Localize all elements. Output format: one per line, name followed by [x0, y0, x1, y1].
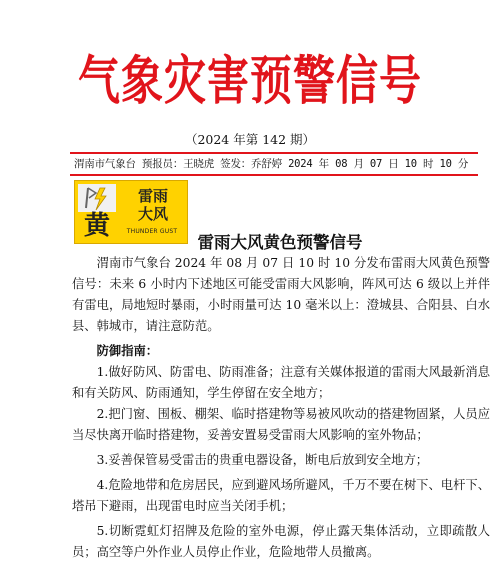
warning-level-char: 黄 — [83, 211, 110, 241]
intro-paragraph: 渭南市气象台 2024 年 08 月 07 日 10 时 10 分发布雷雨大风黄色预警信号：未来 6 小时内下述地区可能受雷雨大风影响，阵风可达 6 级以上并伴有雷电，局地短时暴雨，小时雨量可达 10 毫米以上：澄城县、合阳县、白水县、韩城市，请注意防范。 — [72, 256, 490, 333]
issue-number: （2024 年第 142 期） — [184, 132, 316, 147]
warning-type-text — [123, 187, 183, 223]
issuer-meta-line: 渭南市气象台 预报员：王晓虎 签发：乔舒婷 2024 年 08 月 07 日 10 时 10 分 — [74, 158, 469, 170]
warning-english-text: THUNDER GUST — [126, 228, 178, 235]
document-body — [72, 253, 490, 563]
lightning-bolt-icon — [78, 184, 116, 212]
guide-item: 5.切断霓虹灯招牌及危险的室外电源，停止露天集体活动，立即疏散人员；高空等户外作业人员停止作业，危险地带人员撤离。 — [72, 524, 490, 559]
header-rule-top — [70, 152, 478, 154]
warning-type-line1: 雷雨 — [137, 187, 168, 205]
warning-type-line2: 大风 — [137, 205, 168, 223]
guide-item: 3.妥善保管易受雷击的贵重电器设备，断电后放到安全地方； — [96, 453, 429, 467]
guide-item: 1.做好防风、防雷电、防雨准备；注意有关媒体报道的雷雨大风最新消息和有关防风、防雨通知，学生停留在安全地方； — [72, 365, 490, 400]
guide-item: 4.危险地带和危房居民，应到避风场所避风，千万不要在树下、电杆下、塔吊下避雨，出现雷电时应当关闭手机； — [72, 478, 490, 513]
signal-title: 雷雨大风黄色预警信号 — [197, 233, 363, 252]
guide-heading: 防御指南： — [96, 344, 159, 358]
header-rule-bottom — [70, 174, 478, 176]
document-title: 气象灾害预警信号 — [77, 49, 422, 111]
guide-item: 2.把门窗、围板、棚架、临时搭建物等易被风吹动的搭建物固紧，人员应当尽快离开临时搭建物，妥善安置易受雷雨大风影响的室外物品； — [72, 407, 490, 442]
